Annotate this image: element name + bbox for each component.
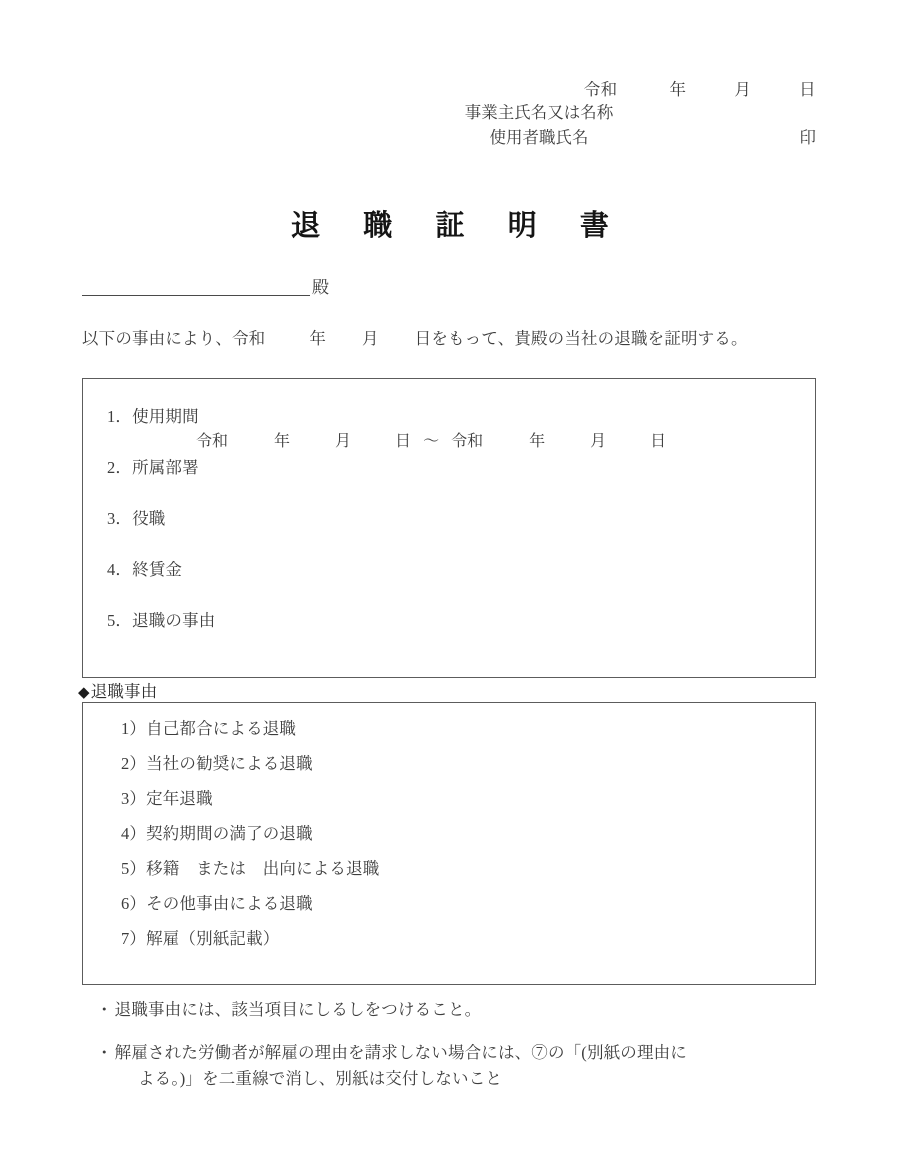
reason-option-6[interactable]: [121, 890, 313, 914]
note-2-bullet: ・: [96, 1042, 113, 1062]
detail-item-1-number: 1．: [107, 407, 133, 426]
intro-year-unit: 年: [309, 329, 326, 348]
addressee-row: [82, 274, 329, 296]
detail-item-4-label: 終賃金: [132, 560, 183, 579]
resignation-reasons-box: [82, 702, 816, 985]
reason-2-label: 当社の勧奨による退職: [146, 754, 313, 773]
reason-6-label: その他事由による退職: [146, 894, 313, 913]
month-unit-label: 月: [734, 80, 752, 99]
document-header: [0, 80, 900, 151]
period-start-month-unit: 月: [335, 433, 352, 450]
detail-item-3-number: 3．: [107, 509, 133, 528]
reason-option-1[interactable]: [121, 715, 296, 739]
user-title-name-label: 使用者職氏名: [489, 128, 589, 148]
period-range-tilde: ～: [423, 433, 440, 450]
seal-mark: 印: [799, 128, 816, 148]
detail-item-5-number: 5．: [107, 611, 133, 630]
detail-item-position: [107, 505, 165, 529]
addressee-blank-field[interactable]: [82, 274, 310, 296]
period-end-era: 令和: [451, 433, 484, 450]
note-2-text-line-2: よる。)」を二重線で消し、別紙は交付しないこと: [138, 1069, 503, 1089]
detail-item-3-label: 役職: [132, 509, 166, 528]
reason-7-label: 解雇（別紙記載）: [146, 929, 280, 948]
intro-month-unit: 月: [362, 329, 379, 348]
detail-item-4-number: 4．: [107, 560, 133, 579]
addressee-suffix: 殿: [312, 278, 329, 297]
reasons-section-heading: [78, 678, 157, 702]
intro-part-1: 以下の事由により、令和: [82, 329, 266, 348]
day-unit-label: 日: [799, 80, 816, 99]
footer-note-2: [96, 1040, 816, 1093]
period-start-era: 令和: [196, 433, 229, 450]
reason-5-label: 移籍 または 出向による退職: [146, 859, 380, 878]
reason-3-number: 3）: [121, 789, 147, 808]
era-label: 令和: [583, 80, 618, 99]
intro-part-2: 日をもって、貴殿の当社の退職を証明する。: [414, 329, 748, 348]
note-1-bullet: ・: [96, 1000, 113, 1019]
detail-item-2-label: 所属部署: [132, 458, 199, 477]
detail-item-employment-period: [107, 403, 199, 427]
year-unit-label: 年: [669, 80, 687, 99]
period-end-year-unit: 年: [529, 433, 546, 450]
reason-3-label: 定年退職: [146, 789, 213, 808]
employer-name-label: 事業主氏名又は名称: [464, 102, 614, 122]
reason-4-label: 契約期間の満了の退職: [146, 824, 313, 843]
note-2-text-line-1: 解雇された労働者が解雇の理由を請求しない場合には、⑦の「(別紙の理由に: [114, 1042, 687, 1062]
diamond-icon: ◆: [78, 685, 90, 701]
issue-date-line: [0, 80, 900, 100]
period-end-month-unit: 月: [590, 433, 607, 450]
period-end-day-unit: 日: [650, 433, 667, 450]
detail-item-department: [107, 454, 199, 478]
intro-sentence: [82, 325, 822, 349]
reason-1-label: 自己都合による退職: [146, 719, 297, 738]
reason-option-7[interactable]: [121, 925, 279, 949]
reason-7-number: 7）: [121, 929, 147, 948]
page-title: 退 職 証 明 書: [291, 210, 627, 242]
reason-1-number: 1）: [121, 719, 147, 738]
reason-option-4[interactable]: [121, 820, 313, 844]
employment-details-box: [82, 378, 816, 678]
reason-2-number: 2）: [121, 754, 147, 773]
period-start-day-unit: 日: [395, 433, 412, 450]
reason-option-3[interactable]: [121, 785, 213, 809]
footer-note-1: [96, 997, 816, 1024]
reasons-heading-label: 退職事由: [90, 682, 158, 701]
detail-item-5-label: 退職の事由: [132, 611, 216, 630]
user-title-name-row: [0, 125, 900, 151]
note-1-text: 退職事由には、該当項目にしるしをつけること。: [114, 1000, 482, 1019]
reason-option-5[interactable]: [121, 855, 379, 879]
period-start-year-unit: 年: [274, 433, 291, 450]
employment-period-date-range: [196, 428, 666, 451]
reason-5-number: 5）: [121, 859, 147, 878]
footer-notes: [96, 997, 816, 1093]
detail-item-resignation-reason: [107, 607, 215, 631]
reason-6-number: 6）: [121, 894, 147, 913]
reason-option-2[interactable]: [121, 750, 313, 774]
detail-item-1-label: 使用期間: [132, 407, 199, 426]
detail-item-final-wage: [107, 556, 182, 580]
detail-item-2-number: 2．: [107, 458, 133, 477]
reason-4-number: 4）: [121, 824, 147, 843]
